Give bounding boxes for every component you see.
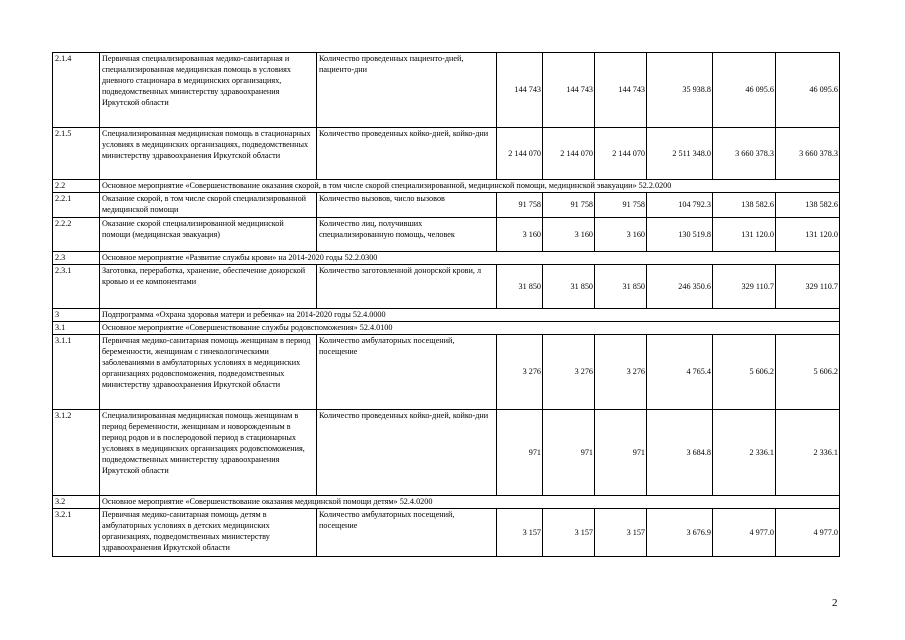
activity-name-cell: Первичная медико-санитарная помощь женщинам в период беременности, женщинам с гинекологическими заболеваниями в амбулаторных условиях в медицинских организациях родовспоможения, подведомственных министерству здравоохранения Иркутской области <box>100 335 317 410</box>
cost-value-cell: 4 765.4 <box>647 335 713 410</box>
volume-value-cell: 91 758 <box>497 193 543 218</box>
table-row <box>53 53 840 128</box>
row-number-cell: 3.1 <box>53 322 100 335</box>
volume-value-cell: 2 144 070 <box>497 128 543 180</box>
indicator-cell: Количество амбулаторных посещений, посещение <box>317 335 497 410</box>
table-row <box>53 128 840 180</box>
page-number: 2 <box>832 597 838 609</box>
indicator-cell: Количество проведенных койко-дней, койко-дни <box>317 410 497 496</box>
cost-value-cell: 138 582.6 <box>776 193 840 218</box>
volume-value-cell: 3 160 <box>497 218 543 252</box>
activity-name-cell: Оказание скорой специализированной медицинской помощи (медицинская эвакуация) <box>100 218 317 252</box>
program-indicators-table <box>52 52 840 557</box>
volume-value-cell: 3 276 <box>497 335 543 410</box>
row-number-cell: 3.2 <box>53 496 100 509</box>
volume-value-cell: 31 850 <box>543 265 595 309</box>
row-number-cell: 2.3 <box>53 252 100 265</box>
cost-value-cell: 4 977.0 <box>713 509 776 557</box>
cost-value-cell: 104 792.3 <box>647 193 713 218</box>
volume-value-cell: 971 <box>497 410 543 496</box>
cost-value-cell: 46 095.6 <box>713 53 776 128</box>
volume-value-cell: 144 743 <box>543 53 595 128</box>
cost-value-cell: 4 977.0 <box>776 509 840 557</box>
indicator-cell: Количество амбулаторных посещений, посещение <box>317 509 497 557</box>
activity-name-cell: Первичная специализированная медико-санитарная и специализированная медицинская помощь в условиях дневного стационара в медицинских организациях, подведомственных министерству здравоохранения Иркутской области <box>100 53 317 128</box>
indicator-cell: Количество заготовленной донорской крови, л <box>317 265 497 309</box>
volume-value-cell: 971 <box>543 410 595 496</box>
cost-value-cell: 5 606.2 <box>713 335 776 410</box>
cost-value-cell: 2 336.1 <box>713 410 776 496</box>
section-title-cell: Основное мероприятие «Совершенствование оказания медицинской помощи детям» 52.4.0200 <box>100 496 840 509</box>
cost-value-cell: 5 606.2 <box>776 335 840 410</box>
row-number-cell: 2.2.2 <box>53 218 100 252</box>
cost-value-cell: 46 095.6 <box>776 53 840 128</box>
row-number-cell: 3.2.1 <box>53 509 100 557</box>
indicator-cell: Количество проведенных пациенто-дней, пациенто-дни <box>317 53 497 128</box>
cost-value-cell: 3 660 378.3 <box>713 128 776 180</box>
table-row <box>53 265 840 309</box>
cost-value-cell: 138 582.6 <box>713 193 776 218</box>
volume-value-cell: 91 758 <box>595 193 647 218</box>
cost-value-cell: 35 938.8 <box>647 53 713 128</box>
section-row <box>53 180 840 193</box>
activity-name-cell: Специализированная медицинская помощь в стационарных условиях в медицинских организациях, подведомственных министерству здравоохранения Иркутской области <box>100 128 317 180</box>
volume-value-cell: 3 157 <box>543 509 595 557</box>
section-row <box>53 322 840 335</box>
section-row <box>53 252 840 265</box>
row-number-cell: 3.1.2 <box>53 410 100 496</box>
section-row <box>53 309 840 322</box>
table-row <box>53 509 840 557</box>
cost-value-cell: 131 120.0 <box>776 218 840 252</box>
table-row <box>53 218 840 252</box>
cost-value-cell: 3 676.9 <box>647 509 713 557</box>
volume-value-cell: 144 743 <box>595 53 647 128</box>
cost-value-cell: 2 511 348.0 <box>647 128 713 180</box>
volume-value-cell: 31 850 <box>497 265 543 309</box>
row-number-cell: 2.1.5 <box>53 128 100 180</box>
cost-value-cell: 2 336.1 <box>776 410 840 496</box>
row-number-cell: 2.1.4 <box>53 53 100 128</box>
cost-value-cell: 329 110.7 <box>713 265 776 309</box>
volume-value-cell: 3 160 <box>595 218 647 252</box>
volume-value-cell: 3 157 <box>497 509 543 557</box>
section-title-cell: Основное мероприятие «Совершенствование службы родовспоможения» 52.4.0100 <box>100 322 840 335</box>
volume-value-cell: 2 144 070 <box>543 128 595 180</box>
cost-value-cell: 3 684.8 <box>647 410 713 496</box>
volume-value-cell: 3 157 <box>595 509 647 557</box>
volume-value-cell: 3 276 <box>543 335 595 410</box>
volume-value-cell: 31 850 <box>595 265 647 309</box>
cost-value-cell: 131 120.0 <box>713 218 776 252</box>
section-title-cell: Основное мероприятие «Совершенствование оказания скорой, в том числе скорой специализированной, медицинской помощи, медицинской эвакуации» 52.2.0200 <box>100 180 840 193</box>
cost-value-cell: 246 350.6 <box>647 265 713 309</box>
row-number-cell: 3.1.1 <box>53 335 100 410</box>
volume-value-cell: 91 758 <box>543 193 595 218</box>
row-number-cell: 3 <box>53 309 100 322</box>
table-row <box>53 335 840 410</box>
indicator-cell: Количество проведенных койко-дней, койко-дни <box>317 128 497 180</box>
indicator-cell: Количество вызовов, число вызовов <box>317 193 497 218</box>
row-number-cell: 2.3.1 <box>53 265 100 309</box>
table-row <box>53 193 840 218</box>
section-row <box>53 496 840 509</box>
row-number-cell: 2.2.1 <box>53 193 100 218</box>
activity-name-cell: Специализированная медицинская помощь женщинам в период беременности, женщинам и новорожденным в период родов и в послеродовой период в стационарных условиях в медицинских организациях родовспоможения, подведомственных министерству здравоохранения Иркутской области <box>100 410 317 496</box>
volume-value-cell: 144 743 <box>497 53 543 128</box>
volume-value-cell: 2 144 070 <box>595 128 647 180</box>
activity-name-cell: Заготовка, переработка, хранение, обеспечение донорской кровью и ее компонентами <box>100 265 317 309</box>
section-title-cell: Подпрограмма «Охрана здоровья матери и ребенка» на 2014-2020 годы 52.4.0000 <box>100 309 840 322</box>
indicator-cell: Количество лиц, получивших специализированную помощь, человек <box>317 218 497 252</box>
row-number-cell: 2.2 <box>53 180 100 193</box>
volume-value-cell: 3 276 <box>595 335 647 410</box>
volume-value-cell: 3 160 <box>543 218 595 252</box>
cost-value-cell: 329 110.7 <box>776 265 840 309</box>
cost-value-cell: 3 660 378.3 <box>776 128 840 180</box>
activity-name-cell: Оказание скорой, в том числе скорой специализированной медицинской помощи <box>100 193 317 218</box>
table-row <box>53 410 840 496</box>
section-title-cell: Основное мероприятие «Развитие службы крови» на 2014-2020 годы 52.2.0300 <box>100 252 840 265</box>
volume-value-cell: 971 <box>595 410 647 496</box>
activity-name-cell: Первичная медико-санитарная помощь детям в амбулаторных условиях в детских медицинских организациях, подведомственных министерству здравоохранения Иркутской области <box>100 509 317 557</box>
cost-value-cell: 130 519.8 <box>647 218 713 252</box>
